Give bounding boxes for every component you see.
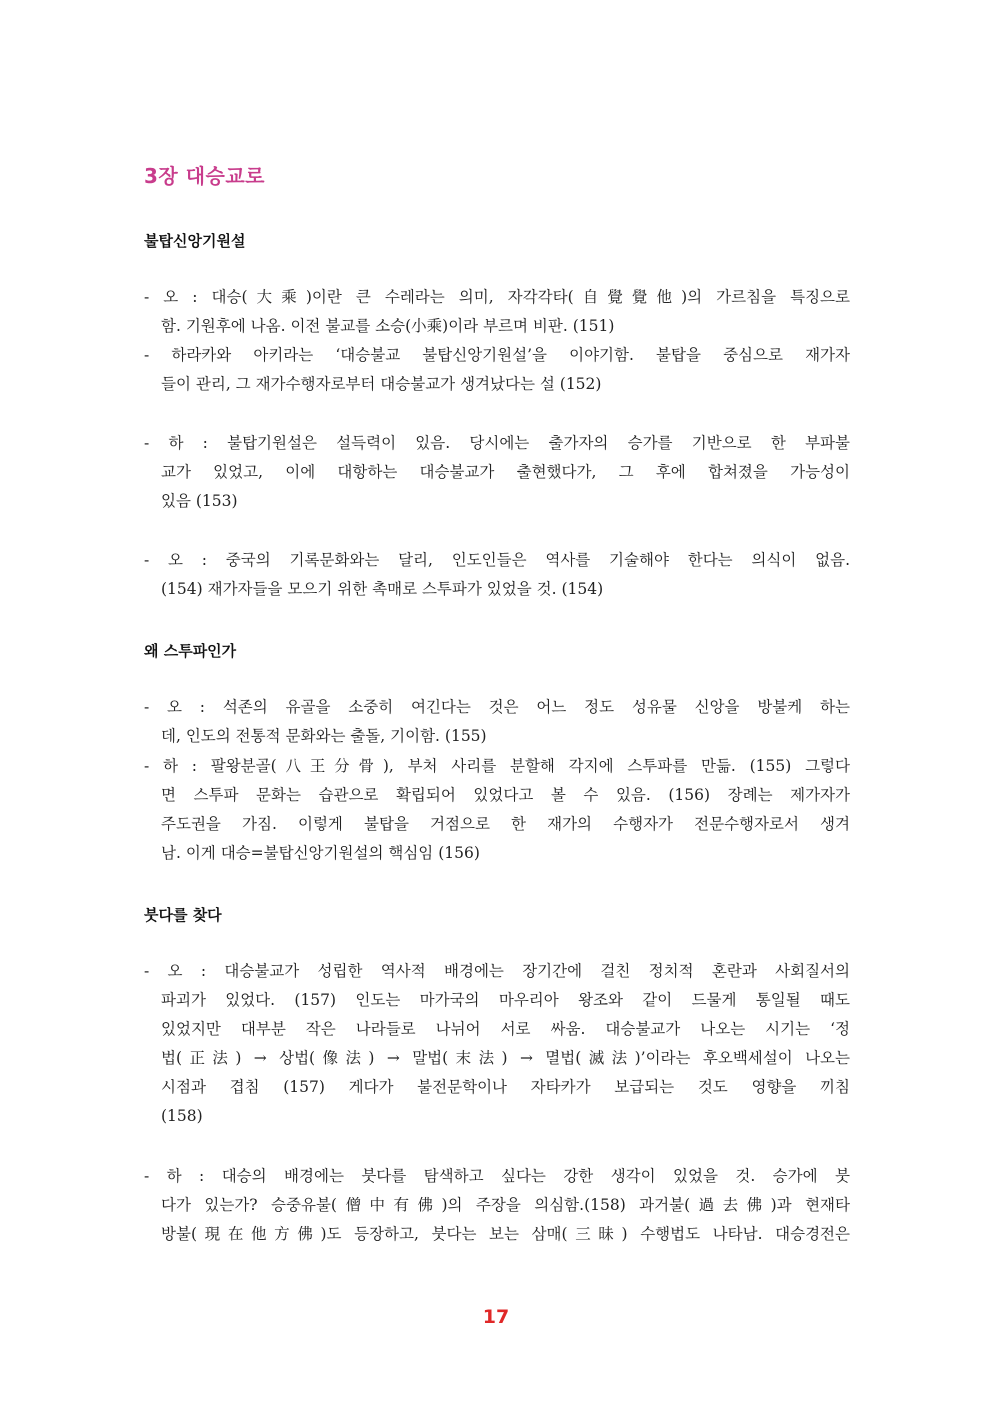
paragraph xyxy=(144,429,850,516)
paragraph-line: 다가 있는가? 승중유불(僧中有佛)의 주장을 의심함.(158) 과거불(過去佛)과 현재타 xyxy=(161,1196,850,1214)
paragraph xyxy=(144,283,850,341)
paragraph-line: (158) xyxy=(161,1107,203,1125)
paragraph xyxy=(144,1162,850,1249)
paragraph-line: 함. 기원후에 나옴. 이전 불교를 소승(小乘)이라 부르며 비판. (151) xyxy=(161,317,615,335)
paragraph xyxy=(144,693,850,751)
section-heading: 왜 스투파인가 xyxy=(144,642,237,660)
paragraph xyxy=(144,957,850,1131)
chapter-title: 3장 대승교로 xyxy=(144,164,265,188)
page-number: 17 xyxy=(482,1306,510,1328)
paragraph xyxy=(144,341,850,399)
paragraph xyxy=(144,752,850,868)
paragraph-line: 방불(現在他方佛)도 등장하고, 붓다는 보는 삼매(三昧) 수행법도 나타남. 대승경전은 xyxy=(161,1225,850,1243)
paragraph-line: 면 스투파 문화는 습관으로 확립되어 있었다고 볼 수 있음. (156) 장례는 제가자가 xyxy=(161,786,850,804)
section-heading: 붓다를 찾다 xyxy=(144,906,222,924)
paragraph-line: - 하 : 불탑기원설은 설득력이 있음. 당시에는 출가자의 승가를 기반으로 한 부파불 xyxy=(144,434,850,452)
paragraph-line: - 하 : 대승의 배경에는 붓다를 탐색하고 싶다는 강한 생각이 있었을 것. 승가에 붓 xyxy=(144,1167,850,1185)
paragraph-line: 법(正法) → 상법(像法) → 말법(末法) → 멸법(滅法)’이라는 후오백세설이 나오는 xyxy=(161,1049,850,1067)
paragraph-line: - 오 : 중국의 기록문화와는 달리, 인도인들은 역사를 기술해야 한다는 의식이 없음. xyxy=(144,551,850,569)
paragraph-line: - 오 : 석존의 유골을 소중히 여긴다는 것은 어느 정도 성유물 신앙을 방불케 하는 xyxy=(144,698,850,716)
paragraph-line: 있음 (153) xyxy=(161,492,238,510)
paragraph-line: 시점과 겹침 (157) 게다가 불전문학이나 자타카가 보급되는 것도 영향을 끼침 xyxy=(161,1078,850,1096)
paragraph-line: 남. 이게 대승=불탑신앙기원설의 핵심임 (156) xyxy=(161,844,480,862)
paragraph-line: 파괴가 있었다. (157) 인도는 마가국의 마우리아 왕조와 같이 드물게 통일될 때도 xyxy=(161,991,850,1009)
paragraph-line: - 오 : 대승불교가 성립한 역사적 배경에는 장기간에 걸친 정치적 혼란과 사회질서의 xyxy=(144,962,850,980)
paragraph-line: (154) 재가자들을 모으기 위한 촉매로 스투파가 있었을 것. (154) xyxy=(161,580,604,598)
section-heading: 불탑신앙기원설 xyxy=(144,232,246,250)
paragraph-line: 있었지만 대부분 작은 나라들로 나뉘어 서로 싸움. 대승불교가 나오는 시기는 ‘정 xyxy=(161,1020,850,1038)
paragraph-line: - 하라카와 아키라는 ‘대승불교 불탑신앙기원설’을 이야기함. 불탑을 중심으로 재가자 xyxy=(144,346,850,364)
paragraph-line: - 하 : 팔왕분골(八王分骨), 부처 사리를 분할해 각지에 스투파를 만듦. (155) 그렇다 xyxy=(144,757,850,775)
paragraph-line: - 오 : 대승(大乘)이란 큰 수레라는 의미, 자각각타(自覺覺他)의 가르침을 특징으로 xyxy=(144,288,850,306)
paragraph-line: 들이 관리, 그 재가수행자로부터 대승불교가 생겨났다는 설 (152) xyxy=(161,375,602,393)
paragraph xyxy=(144,546,850,604)
paragraph-line: 데, 인도의 전통적 문화와는 출돌, 기이함. (155) xyxy=(161,727,487,745)
paragraph-line: 교가 있었고, 이에 대항하는 대승불교가 출현했다가, 그 후에 합쳐졌을 가능성이 xyxy=(161,463,850,481)
paragraph-line: 주도권을 가짐. 이렇게 불탑을 거점으로 한 재가의 수행자가 전문수행자로서 생겨 xyxy=(161,815,850,833)
